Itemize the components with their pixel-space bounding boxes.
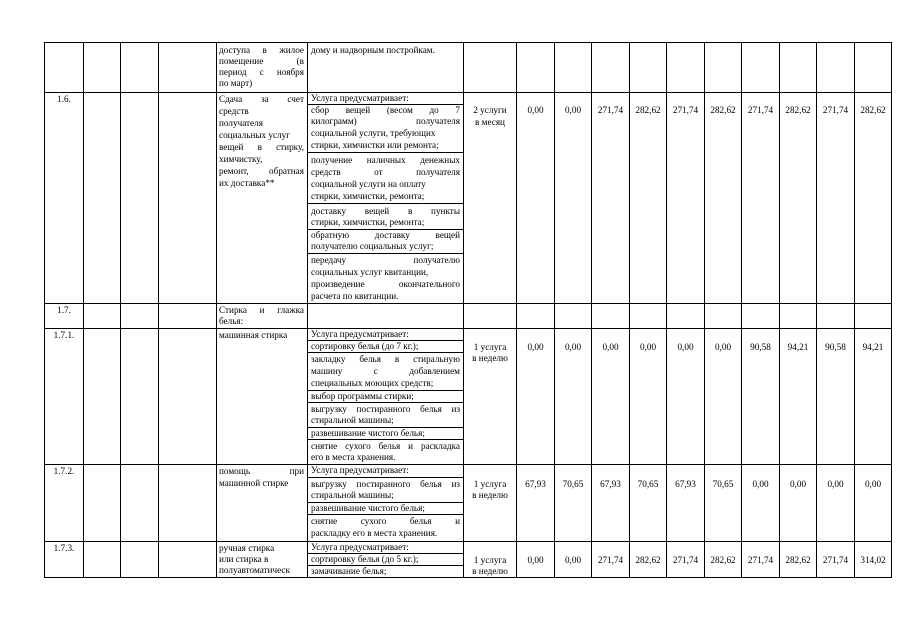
tariff-value: 271,74 — [672, 105, 699, 115]
tariff-value: 0,00 — [864, 479, 882, 489]
tariff-value: 0,00 — [527, 555, 544, 565]
description-line: доставку вещей в пункты — [311, 206, 460, 216]
description-intro: Услуга предусматривает: — [311, 93, 409, 103]
tariff-value: 271,74 — [597, 555, 624, 565]
grid-line — [44, 303, 892, 304]
tariff-value: 314,02 — [860, 555, 886, 565]
description-line: специальных моющих средств; — [311, 378, 434, 388]
grid-line — [554, 42, 555, 578]
service-name-line: доступа в жилое — [219, 45, 304, 55]
tariff-value: 0,00 — [827, 479, 844, 489]
description-intro: Услуга предусматривает: — [311, 465, 409, 475]
frequency: 1 услуга — [473, 479, 507, 489]
grid-line — [591, 42, 592, 578]
description-line: сбор вещей (весом до 7 — [311, 105, 460, 115]
description-line: средств от получателя — [311, 167, 460, 177]
tariff-value: 90,58 — [825, 342, 846, 352]
tariff-value: 0,00 — [527, 105, 544, 115]
grid-line — [516, 42, 517, 578]
description-line: стирки, химчистки, ремонта; — [311, 191, 425, 201]
tariff-value: 0,00 — [677, 342, 694, 352]
service-name-line: по март) — [219, 78, 253, 88]
tariff-value: 282,62 — [860, 105, 886, 115]
tariff-value: 0,00 — [564, 105, 582, 115]
grid-line — [44, 328, 892, 329]
tariff-value: 271,74 — [747, 555, 774, 565]
grid-line — [44, 92, 892, 93]
row-number: 1.7. — [57, 305, 71, 315]
description-line: килограмм) получателя — [311, 116, 460, 126]
tariff-value: 0,00 — [564, 342, 582, 352]
service-name-line: химчистку, — [219, 154, 263, 164]
tariff-value: 90,58 — [750, 342, 771, 352]
grid-line — [629, 42, 630, 578]
tariff-value: 271,74 — [747, 105, 774, 115]
description-line: расчета по квитанции. — [311, 291, 399, 301]
service-name-line: белья: — [219, 316, 244, 326]
description-line: раскладку его в места хранения. — [311, 528, 438, 538]
tariff-value: 0,00 — [564, 555, 582, 565]
description-line: машину с добавлением — [311, 366, 460, 376]
description-line: развешивание чистого белья; — [311, 503, 425, 513]
frequency: 1 услуга — [473, 342, 507, 352]
row-number: 1.7.3. — [53, 543, 75, 553]
grid-line — [44, 42, 892, 43]
tariff-value: 282,62 — [710, 555, 736, 565]
service-name-line: ручная стирка — [219, 543, 275, 553]
service-name-line: машинной стирке — [219, 478, 289, 488]
grid-line — [44, 464, 892, 465]
service-name-line: период с ноября — [219, 67, 304, 77]
tariff-value: 0,00 — [752, 479, 769, 489]
description-line: стиральной машины; — [311, 490, 394, 500]
grid-line — [307, 152, 464, 153]
grid-line — [891, 42, 892, 578]
tariff-value: 70,65 — [712, 479, 734, 489]
grid-line — [44, 541, 892, 542]
description-line: снятие сухого белья и — [311, 516, 460, 526]
service-name-line: вещей в стирку, — [219, 142, 304, 152]
description-line: произведение окончательного — [311, 279, 460, 289]
frequency: в неделю — [472, 353, 508, 363]
tariff-value: 282,62 — [785, 105, 811, 115]
description-line: обратную доставку вещей — [311, 230, 460, 240]
tariff-value: 0,00 — [714, 342, 732, 352]
grid-line — [307, 203, 464, 204]
grid-line — [307, 253, 464, 254]
tariff-value: 0,00 — [789, 479, 807, 489]
description-line: социальной услуги на оплату — [311, 179, 426, 189]
tariff-value: 67,93 — [675, 479, 696, 489]
description-line: замачивание белья; — [311, 566, 387, 576]
tariff-value: 94,21 — [787, 342, 809, 352]
service-name-line: их доставка** — [219, 178, 275, 188]
row-number: 1.6. — [57, 94, 71, 104]
tariff-value: 271,74 — [822, 105, 849, 115]
description-line: дому и надворным постройкам. — [311, 45, 435, 55]
frequency: в месяц — [475, 117, 505, 127]
tariff-value: 67,93 — [525, 479, 546, 489]
service-name-line: полуавтоматическ — [219, 565, 290, 575]
description-line: стирки, химчистки, ремонта; — [311, 217, 425, 227]
grid-line — [704, 42, 705, 578]
tariff-value: 70,65 — [562, 479, 584, 489]
description-line: выгрузку постиранного белья из — [311, 479, 460, 489]
description-line: снятие сухого белья и раскладка — [311, 441, 460, 451]
tariff-value: 0,00 — [639, 342, 657, 352]
tariff-value: 282,62 — [635, 555, 661, 565]
description-line: развешивание чистого белья; — [311, 428, 425, 438]
description-line: передачу получателю — [311, 255, 460, 265]
service-name-line: ремонт, обратная — [219, 166, 304, 176]
tariff-value: 282,62 — [710, 105, 736, 115]
description-intro: Услуга предусматривает: — [311, 329, 409, 339]
service-name-line: Сдача за счет — [219, 94, 304, 104]
tariff-value: 271,74 — [822, 555, 849, 565]
grid-line — [854, 42, 855, 578]
description-line: стирки, химчистки или ремонта; — [311, 140, 439, 150]
tariff-value: 0,00 — [527, 342, 544, 352]
tariff-value: 94,21 — [862, 342, 884, 352]
service-name-line: помещение (в — [219, 56, 304, 66]
tariff-value: 0,00 — [602, 342, 619, 352]
grid-line — [666, 42, 667, 578]
grid-line — [158, 42, 159, 578]
description-intro: Услуга предусматривает: — [311, 542, 409, 552]
frequency: 2 услуги — [473, 105, 507, 115]
tariff-value: 67,93 — [600, 479, 621, 489]
description-line: получателю социальных услуг; — [311, 241, 434, 251]
grid-line — [307, 42, 308, 578]
service-name-line: получателя — [219, 118, 263, 128]
frequency: в неделю — [472, 490, 508, 500]
grid-line — [741, 42, 742, 578]
service-name-line: помощь при — [219, 466, 304, 476]
description-line: получение наличных денежных — [311, 155, 460, 165]
tariff-value: 271,74 — [597, 105, 624, 115]
grid-line — [816, 42, 817, 578]
service-name-line: социальных услуг — [219, 130, 291, 140]
description-line: его в места хранения. — [311, 452, 396, 462]
tariff-value: 271,74 — [672, 555, 699, 565]
row-number: 1.7.2. — [53, 466, 75, 476]
service-name-line: машинная стирка — [219, 330, 288, 340]
description-line: закладку белья в стиральную — [311, 354, 460, 364]
service-name-line: или стирка в — [219, 554, 269, 564]
frequency: 1 услуга — [473, 555, 507, 565]
description-line: социальной услуги, требующих — [311, 128, 436, 138]
tariff-value: 70,65 — [637, 479, 659, 489]
grid-line — [779, 42, 780, 578]
tariff-value: 282,62 — [635, 105, 661, 115]
description-line: сортировку белья (до 5 кг.); — [311, 554, 419, 564]
frequency: в неделю — [472, 566, 508, 576]
row-number: 1.7.1. — [53, 330, 75, 340]
grid-line — [307, 477, 464, 478]
description-line: выгрузку постиранного белья из — [311, 404, 460, 414]
service-name-line: средств — [219, 106, 249, 116]
description-line: сортировку белья (до 7 кг.); — [311, 341, 419, 351]
description-line: стиральной машины; — [311, 415, 394, 425]
grid-line — [216, 42, 217, 578]
description-line: выбор программы стирки; — [311, 391, 414, 401]
description-line: социальных услуг квитанции, — [311, 267, 429, 277]
grid-line — [120, 42, 121, 578]
tariff-value: 282,62 — [785, 555, 811, 565]
service-name-line: Стирка и глажка — [219, 305, 304, 315]
